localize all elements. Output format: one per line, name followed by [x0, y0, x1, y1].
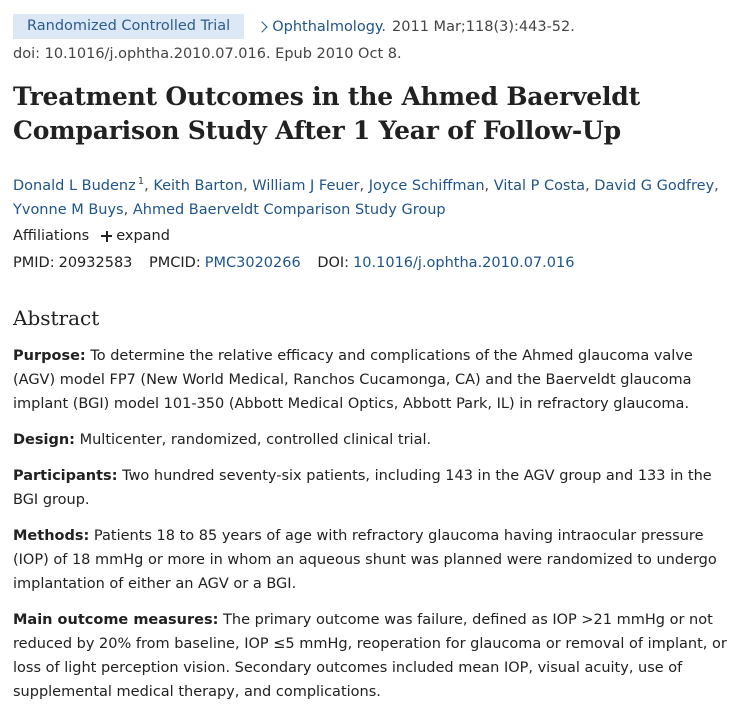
article-header — [13, 14, 735, 704]
plus-icon[interactable] — [101, 231, 112, 242]
abstract-purpose — [13, 344, 735, 416]
section-label: Design: — [13, 432, 75, 448]
pmid-value: 20932583 — [58, 255, 133, 271]
author-list: Donald L Budenz $^1$, Keith Barton, William J Feuer, Joyce Schiffman, Vital P Costa, David G Godfrey, Yvonne M Buys, Ahmed Baerveldt Comparison Study Group — [13, 176, 719, 218]
author-link[interactable]: Yvonne M Buys — [13, 202, 124, 218]
doi-epub-line: doi: 10.1016/j.ophtha.2010.07.016. Epub 2010 Oct 8. — [13, 46, 402, 62]
section-text: Multicenter, randomized, controlled clinical trial. — [79, 432, 432, 448]
section-text: The primary outcome was failure, defined as IOP >21 mmHg or not reduced by 20% from baseline, IOP ≤5 mmHg, reoperation for glaucoma or removal of implant, or loss of light perception vision. Secondary outcomes included mean IOP, visual acuity, use of supplemental medical therapy, and complications. — [13, 612, 727, 700]
section-text: Patients 18 to 85 years of age with refractory glaucoma having intraocular pressure (IOP) of 18 mmHg or more in whom an aqueous shunt was planned were randomized to undergo implantation of either an AGV or a BGI. — [13, 528, 717, 592]
journal-link[interactable]: Ophthalmology. — [272, 18, 387, 35]
doi-link[interactable]: 10.1016/j.ophtha.2010.07.016 — [353, 255, 575, 271]
abstract-heading: Abstract — [13, 306, 100, 330]
doi-label: DOI: — [317, 255, 350, 271]
abstract-methods — [13, 524, 735, 596]
pmcid-label: PMCID: — [149, 255, 201, 271]
pmcid-link[interactable]: PMC3020266 — [204, 255, 301, 271]
pmid-group — [13, 255, 132, 271]
affiliations-row — [13, 225, 735, 247]
abstract-main-outcome-measures — [13, 608, 735, 704]
article-title: Treatment Outcomes in the Ahmed Baerveldt Comparison Study After 1 Year of Follow-Up — [13, 82, 640, 145]
abstract-participants — [13, 464, 735, 512]
abstract-design — [13, 428, 735, 452]
section-label: Methods: — [13, 528, 90, 544]
section-label: Main outcome measures: — [13, 612, 219, 628]
pmcid-group — [149, 255, 301, 271]
pmid-label: PMID: — [13, 255, 55, 271]
article-type-badge: Randomized Controlled Trial — [13, 14, 244, 39]
author-link[interactable]: William J Feuer — [252, 178, 360, 194]
author-affiliation-sup[interactable]: 1 — [137, 176, 145, 187]
section-text: To determine the relative efficacy and complications of the Ahmed glaucoma valve (AGV) model FP7 (New World Medical, Ranchos Cucamonga, CA) and the Baerveldt glaucoma implant (BGI) model 101-350 (Abbott Medical Optics, Abbott Park, IL) in refractory glaucoma. — [13, 348, 693, 412]
section-text: Two hundred seventy-six patients, including 143 in the AGV group and 133 in the BGI group. — [13, 468, 712, 508]
chevron-right-icon[interactable] — [257, 21, 268, 32]
expand-affiliations-button[interactable]: expand — [116, 228, 170, 244]
author-link[interactable]: Donald L Budenz — [13, 178, 136, 194]
author-link[interactable]: Vital P Costa — [493, 178, 586, 194]
author-link[interactable]: David G Godfrey — [594, 178, 715, 194]
author-link[interactable]: Ahmed Baerveldt Comparison Study Group — [132, 202, 446, 218]
identifiers-row — [13, 252, 735, 274]
affiliations-label: Affiliations — [13, 228, 90, 244]
doi-group — [317, 255, 574, 271]
author-link[interactable]: Keith Barton — [153, 178, 244, 194]
citation-text: 2011 Mar;118(3):443-52. — [392, 18, 575, 35]
author-link[interactable]: Joyce Schiffman — [368, 178, 485, 194]
citation-row — [13, 14, 735, 39]
section-label: Participants: — [13, 468, 118, 484]
section-label: Purpose: — [13, 348, 86, 364]
